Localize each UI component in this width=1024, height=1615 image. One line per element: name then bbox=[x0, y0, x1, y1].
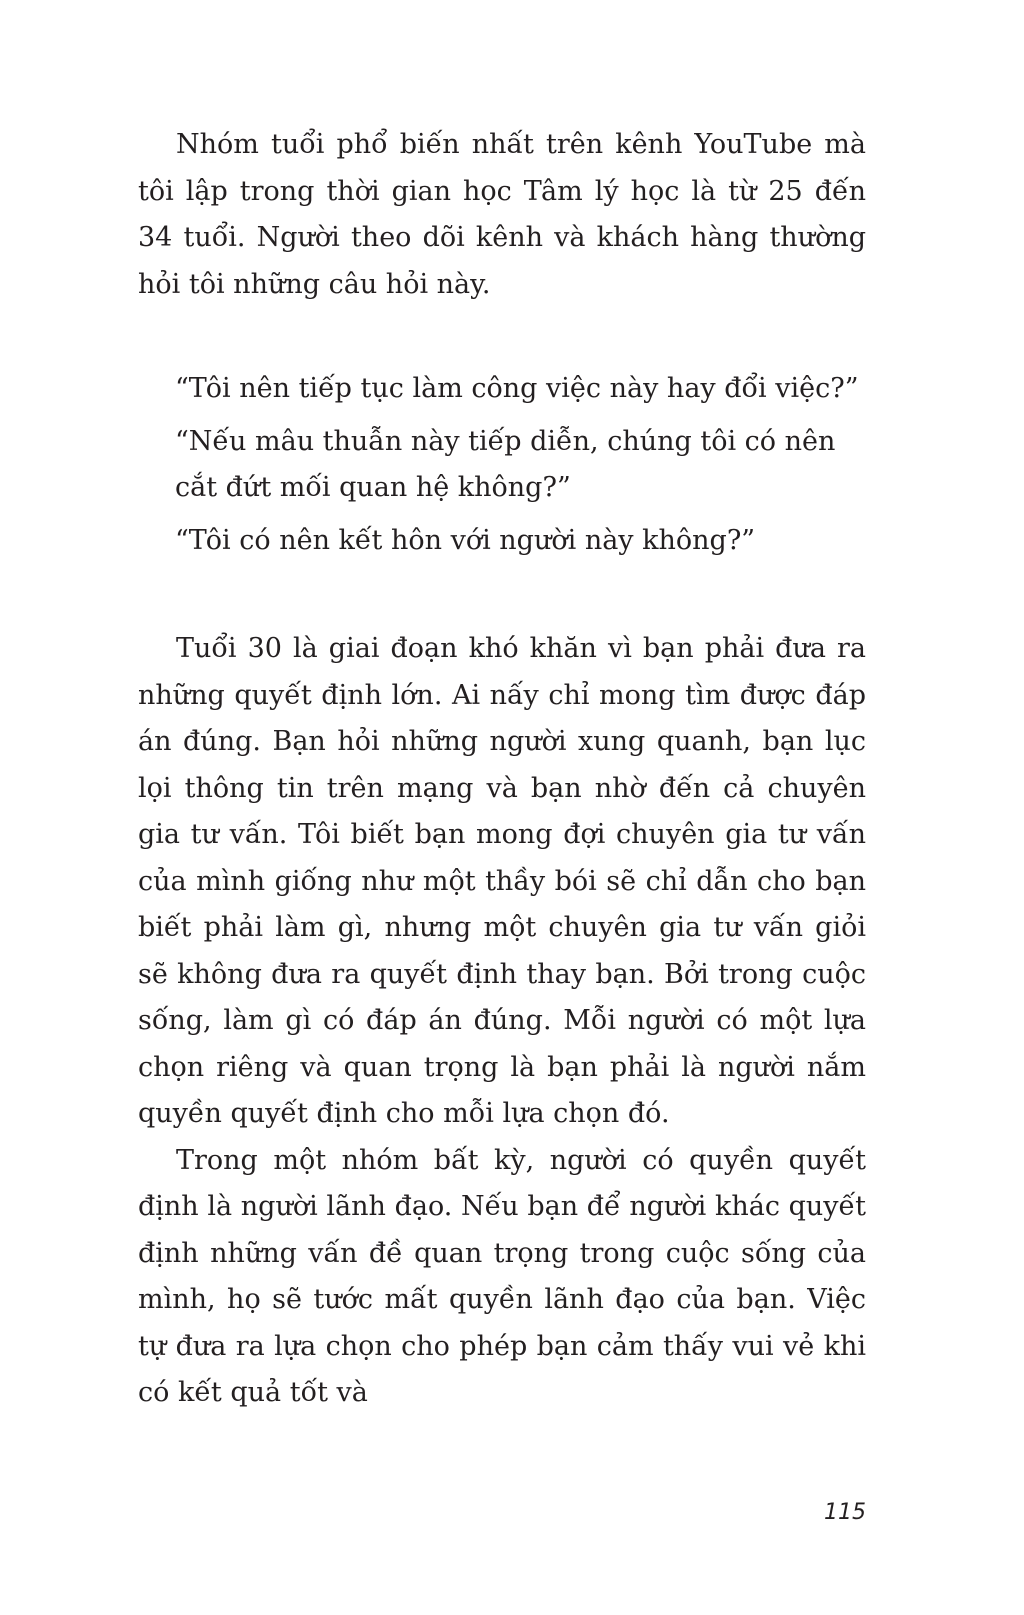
question-quotes bbox=[175, 366, 867, 570]
page-number: 115 bbox=[824, 1500, 866, 1525]
main-section bbox=[138, 626, 866, 1417]
paragraph-leadership: Trong một nhóm bất kỳ, người có quyền quyết định là người lãnh đạo. Nếu bạn để người khác quyết định những vấn đề quan trọng trong cuộc sống của mình, họ sẽ tước mất quyền lãnh đạo của bạn. Việc tự đưa ra lựa chọn cho phép bạn cảm thấy vui vẻ khi có kết quả tốt và bbox=[138, 1144, 866, 1408]
quote-item: “Tôi nên tiếp tục làm công việc này hay đổi việc?” bbox=[175, 373, 859, 404]
quote-item: “Nếu mâu thuẫn này tiếp diễn, chúng tôi có nên cắt đứt mối quan hệ không?” bbox=[175, 425, 836, 503]
quote-item: “Tôi có nên kết hôn với người này không?” bbox=[175, 524, 756, 556]
intro-section bbox=[138, 122, 866, 308]
paragraph-intro: Nhóm tuổi phổ biến nhất trên kênh YouTube mà tôi lập trong thời gian học Tâm lý học là từ 25 đến 34 tuổi. Người theo dõi kênh và khách hàng thường hỏi tôi những câu hỏi này. bbox=[138, 129, 866, 300]
paragraph-age-30: Tuổi 30 là giai đoạn khó khăn vì bạn phải đưa ra những quyết định lớn. Ai nấy chỉ mong tìm được đáp án đúng. Bạn hỏi những người xung quanh, bạn lục lọi thông tin trên mạng và bạn nhờ đến cả chuyên gia tư vấn. Tôi biết bạn mong đợi chuyên gia tư vấn của mình giống như một thầy bói sẽ chỉ dẫn cho bạn biết phải làm gì, nhưng một chuyên gia tư vấn giỏi sẽ không đưa ra quyết định thay bạn. Bởi trong cuộc sống, làm gì có đáp án đúng. Mỗi người có một lựa chọn riêng và quan trọng là bạn phải là người nắm quyền quyết định cho mỗi lựa chọn đó. bbox=[138, 633, 866, 1129]
